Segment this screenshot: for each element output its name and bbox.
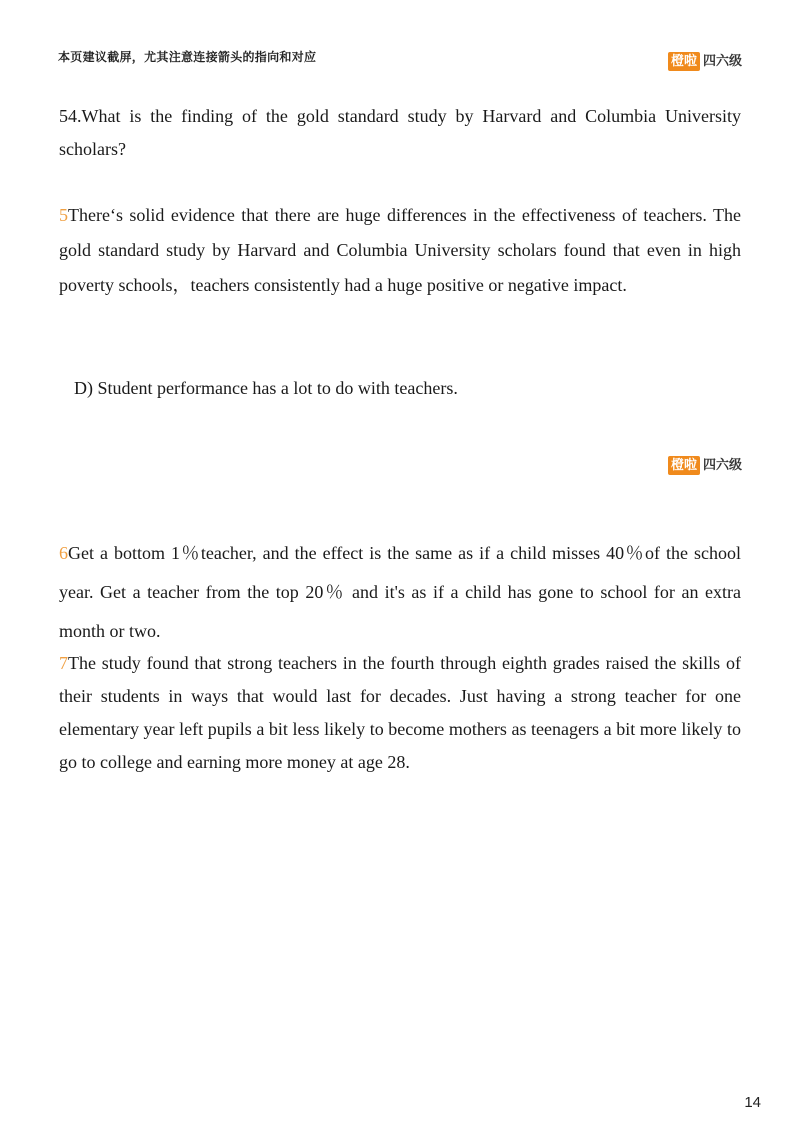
brand-logo-badge: 橙啦 — [668, 52, 700, 71]
question-54: 54.What is the finding of the gold standard study by Harvard and Columbia University scholars? — [59, 106, 741, 159]
brand-label: 四六级 — [702, 54, 742, 69]
paragraph-text: There‘s solid evidence that there are huge differences in the effectiveness of teachers. The gold standard study by Harvard and Columbia University scholars found that even in high poverty schools，teachers consistently had a huge positive or negative impact. — [59, 205, 741, 295]
paragraph-7 — [59, 647, 741, 779]
paragraph-text: The study found that strong teachers in the fourth through eighth grades raised the skills of their students in ways that would last for decades. Just having a strong teacher for one elementary year left pupils a bit less likely to become mothers as teenagers a bit more likely to go to college and earning more money at age 28. — [59, 653, 741, 772]
paragraph-number: 6 — [59, 543, 68, 563]
paragraph-6 — [59, 534, 741, 651]
answer-option-d: D) Student performance has a lot to do with teachers. — [74, 378, 458, 398]
brand-logo-top — [668, 52, 742, 71]
paragraph-number: 7 — [59, 653, 68, 673]
brand-logo-middle — [668, 456, 742, 475]
brand-logo-badge: 橙啦 — [668, 456, 700, 475]
page-number: 14 — [744, 1094, 761, 1111]
paragraph-text: Get a bottom 1％teacher, and the effect is the same as if a child misses 40％of the school year. Get a teacher from the top 20％ and it's as if a child has gone to school for an extra month or two. — [59, 543, 741, 641]
paragraph-5 — [59, 198, 741, 303]
paragraph-number: 5 — [59, 205, 68, 225]
screenshot-tip: 本页建议截屏，尤其注意连接箭头的指向和对应 — [58, 50, 317, 64]
brand-label: 四六级 — [702, 458, 742, 473]
